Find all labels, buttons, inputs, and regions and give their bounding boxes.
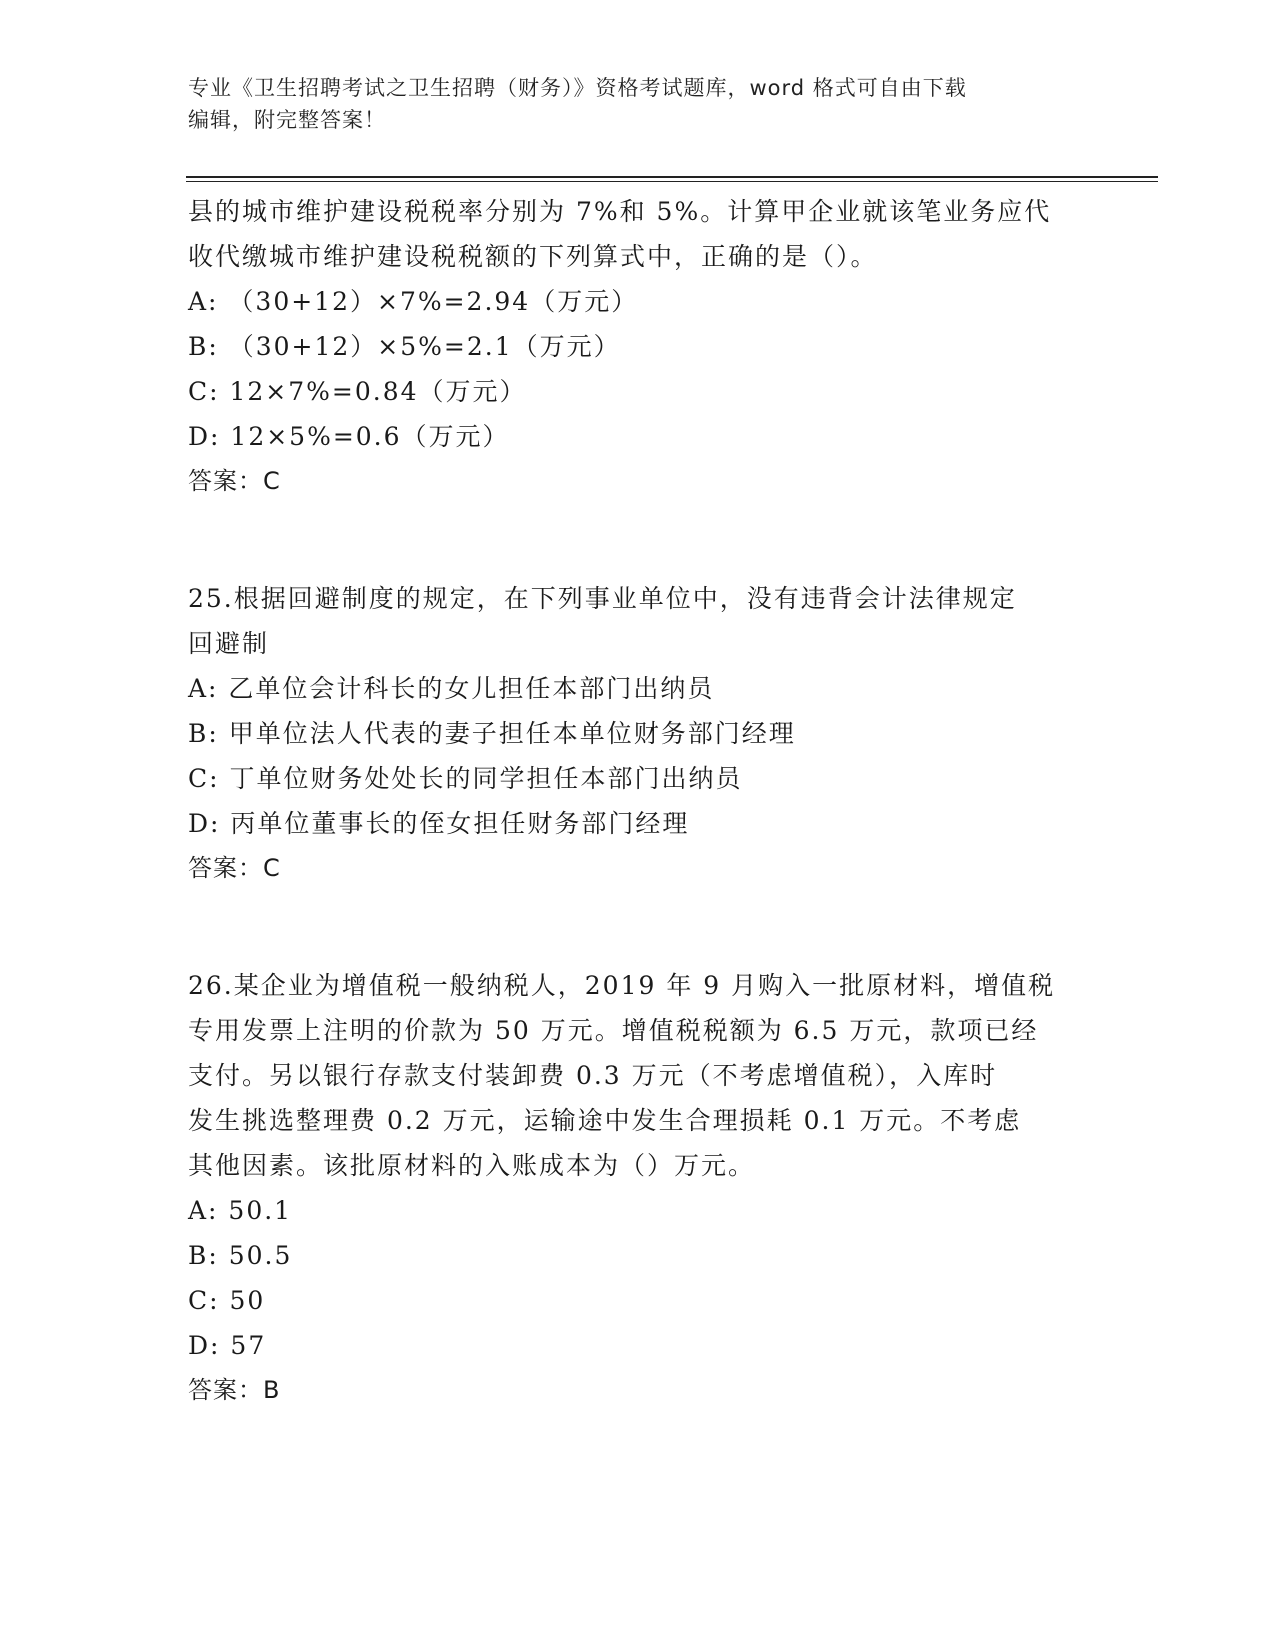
option-d: D: 丙单位董事长的侄女担任财务部门经理 [188,809,690,838]
question-25 [188,576,1088,891]
question-stem-line: 支付。另以银行存款支付装卸费 0.3 万元（不考虑增值税），入库时 [188,1061,998,1090]
header-divider-thin [186,181,1158,182]
option-c: C: 50 [188,1286,266,1315]
question-list [188,189,1088,1413]
option-a: A: （30+12）×7%=2.94（万元） [188,287,639,316]
option-b: B: 甲单位法人代表的妻子担任本单位财务部门经理 [188,719,796,748]
option-a: A: 50.1 [188,1196,293,1225]
question-spacer [188,504,1088,576]
option-c: C: 12×7%=0.84（万元） [188,377,527,406]
document-header [188,72,1068,136]
option-b: B: 50.5 [188,1241,293,1270]
header-divider-thick [186,176,1158,178]
question-26 [188,963,1088,1413]
question-stem-line: 回避制 [188,629,270,658]
option-b: B: （30+12）×5%=2.1（万元） [188,332,621,361]
question-stem-line: 发生挑选整理费 0.2 万元，运输途中发生合理损耗 0.1 万元。不考虑 [188,1106,1022,1135]
option-d: D: 12×5%=0.6（万元） [188,422,510,451]
question-stem-line: 其他因素。该批原材料的入账成本为（）万元。 [188,1151,756,1180]
question-spacer [188,891,1088,963]
option-d: D: 57 [188,1331,267,1360]
header-line-1: 专业《卫生招聘考试之卫生招聘（财务）》资格考试题库，word 格式可自由下载 [188,76,967,100]
answer-line: 答案：C [188,467,281,495]
question-24 [188,189,1088,504]
question-stem-line: 26.某企业为增值税一般纳税人，2019 年 9 月购入一批原材料，增值税 [188,971,1056,1000]
question-stem-line: 县的城市维护建设税税率分别为 7%和 5%。计算甲企业就该笔业务应代 [188,197,1052,226]
answer-line: 答案：B [188,1376,281,1404]
question-stem-line: 专用发票上注明的价款为 50 万元。增值税税额为 6.5 万元，款项已经 [188,1016,1039,1045]
option-a: A: 乙单位会计科长的女儿担任本部门出纳员 [188,674,715,703]
option-c: C: 丁单位财务处处长的同学担任本部门出纳员 [188,764,743,793]
question-stem-line: 收代缴城市维护建设税税额的下列算式中，正确的是（）。 [188,242,878,271]
header-line-2: 编辑，附完整答案！ [188,108,386,132]
question-stem-line: 25.根据回避制度的规定，在下列事业单位中，没有违背会计法律规定 [188,584,1017,613]
answer-line: 答案：C [188,854,281,882]
